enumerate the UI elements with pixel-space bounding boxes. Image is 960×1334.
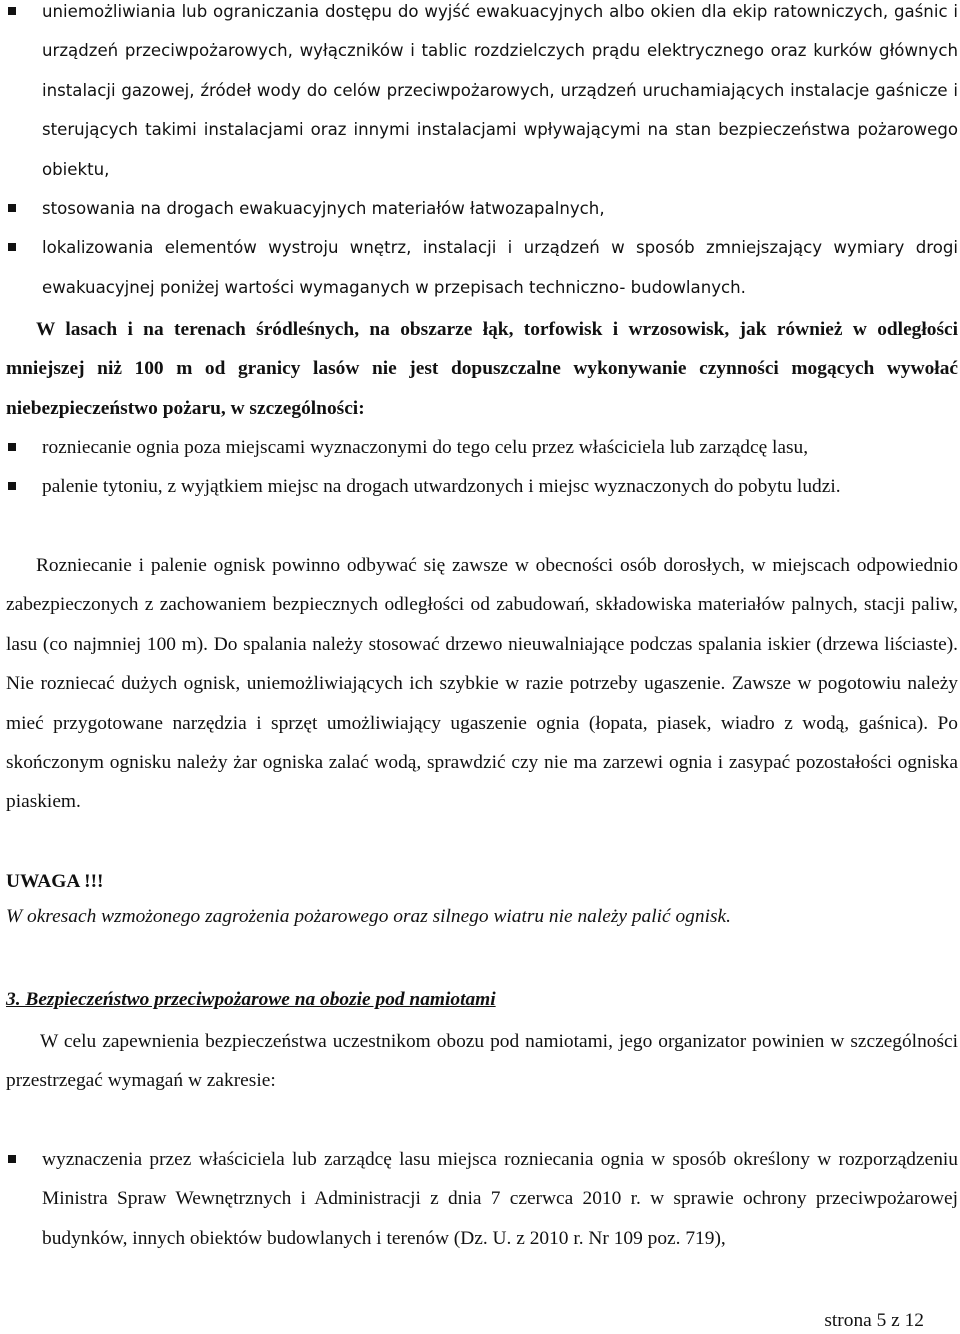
forest-prohibitions-list — [6, 428, 958, 507]
square-bullet-icon — [8, 243, 16, 251]
list-item-text: wyznaczenia przez właściciela lub zarządcę lasu miejsca rozniecania ognia w sposób określony w rozporządzeniu Ministra Spraw Wewnętrznych i Administracji z dnia 7 czerwca 2010 r. w sprawie ochrony przeciwpożarowej budynków, innych obiektów budowlanych i terenów (Dz. U. z 2010 r. Nr 109 poz. 719), — [42, 1149, 958, 1249]
square-bullet-icon — [8, 482, 16, 490]
list-item — [6, 428, 958, 467]
page-number: strona 5 z 12 — [824, 1310, 924, 1331]
section-intro-paragraph: W celu zapewnienia bezpieczeństwa uczestnikom obozu pod namiotami, jego organizator powinien w szczególności przestrzegać wymagań w zakresie: — [6, 1031, 958, 1092]
square-bullet-icon — [8, 1155, 16, 1163]
square-bullet-icon — [8, 7, 16, 15]
list-item — [6, 0, 958, 189]
forest-intro-paragraph: W lasach i na terenach śródleśnych, na obszarze łąk, torfowisk i wrzosowisk, jak również w odległości mniejszej niż 100 m od granicy lasów nie jest dopuszczalne wykonywanie czynności mogących wywołać niebezpieczeństwo pożaru, w szczególności: — [6, 319, 958, 419]
list-item-text: stosowania na drogach ewakuacyjnych materiałów łatwozapalnych, — [42, 199, 605, 219]
evacuation-list — [6, 0, 958, 307]
camp-requirements-list — [6, 1140, 958, 1258]
list-item — [6, 189, 958, 228]
campfire-section — [6, 546, 958, 822]
section-heading: 3. Bezpieczeństwo przeciwpożarowe na obozie pod namiotami — [6, 989, 496, 1010]
list-item-text: palenie tytoniu, z wyjątkiem miejsc na drogach utwardzonych i miejsc wyznaczonych do pobytu ludzi. — [42, 476, 841, 498]
square-bullet-icon — [8, 204, 16, 212]
section-intro — [6, 1022, 958, 1101]
square-bullet-icon — [8, 443, 16, 451]
section-3 — [6, 980, 958, 1019]
list-item — [6, 1140, 958, 1258]
forest-section — [6, 310, 958, 428]
list-item — [6, 467, 958, 506]
campfire-paragraph: Rozniecanie i palenie ognisk powinno odbywać się zawsze w obecności osób dorosłych, w miejscach odpowiednio zabezpieczonych z zachowaniem bezpiecznych odległości od zabudowań, składowiska materiałów palnych, stacji paliw, lasu (co najmniej 100 m). Do spalania należy stosować drzewo nieuwalniające podczas spalania iskier (drzewa liściaste). Nie rozniecać dużych ognisk, uniemożliwiających ich szybkie w razie potrzeby ugaszenie. Zawsze w pogotowiu należy mieć przygotowane narzędzia i sprzęt umożliwiający ugaszenie ognia (łopata, piasek, wiadro z wodą, gaśnica). Po skończonym ognisku należy żar ogniska zalać wodą, sprawdzić czy nie ma zarzewi ognia i zasypać pozostałości ogniska piaskiem. — [6, 555, 958, 813]
warning-text: W okresach wzmożonego zagrożenia pożarowego oraz silnego wiatru nie należy palić ognisk. — [6, 906, 731, 928]
list-item — [6, 228, 958, 307]
warning-label: UWAGA !!! — [6, 871, 104, 892]
list-item-text: lokalizowania elementów wystroju wnętrz, instalacji i urządzeń w sposób zmniejszający wymiary drogi ewakuacyjnej poniżej wartości wymaganych w przepisach techniczno- budowlanych. — [42, 238, 958, 297]
warning-section — [6, 862, 958, 937]
list-item-text: rozniecanie ognia poza miejscami wyznaczonymi do tego celu przez właściciela lub zarządcę lasu, — [42, 437, 809, 458]
list-item-text: uniemożliwiania lub ograniczania dostępu do wyjść ewakuacyjnych albo okien dla ekip ratowniczych, gaśnic i urządzeń przeciwpożarowych, wyłączników i tablic rozdzielczych prądu elektrycznego oraz kurków głównych instalacji gazowej, źródeł wody do celów przeciwpożarowych, urządzeń uruchamiających instalacje gaśnicze i sterujących takimi instalacjami oraz innymi instalacjami wpływającymi na stan bezpieczeństwa pożarowego obiektu, — [42, 2, 958, 179]
